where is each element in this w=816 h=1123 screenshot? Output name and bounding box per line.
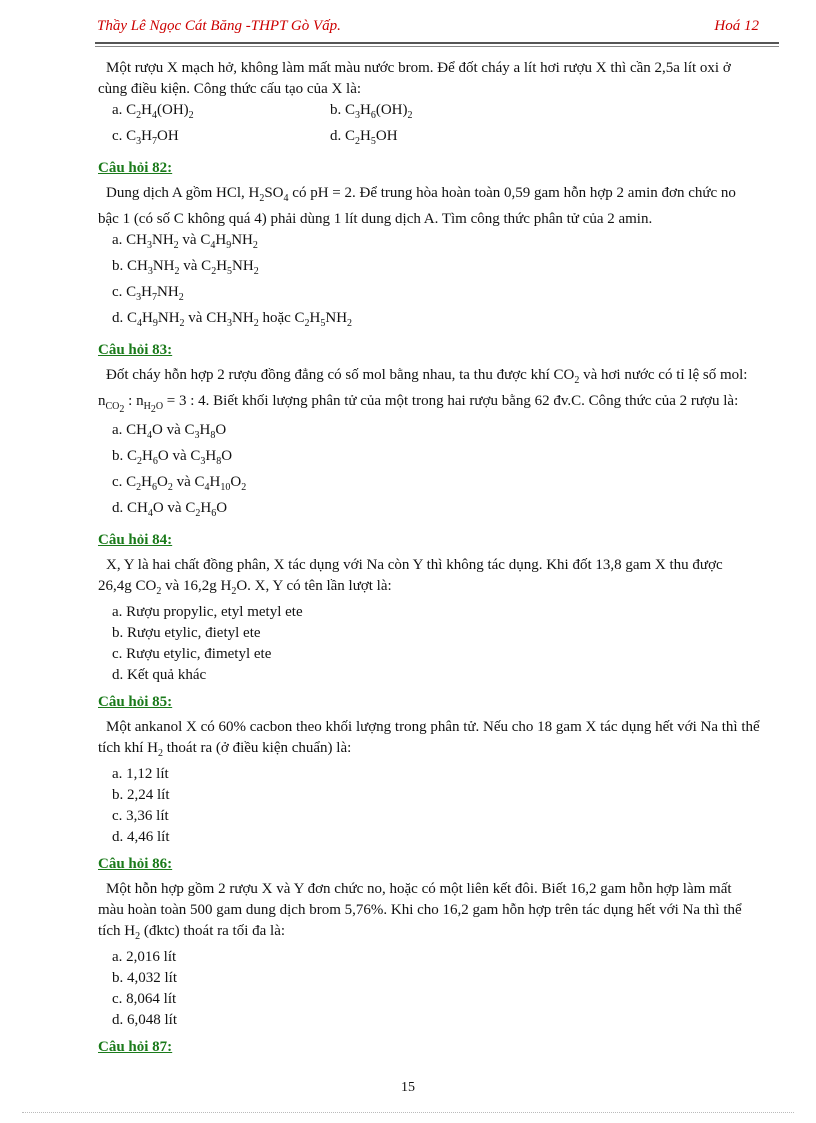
header-author: Thầy Lê Ngọc Cát Băng -THPT Gò Vấp.	[97, 18, 341, 34]
question-title: Câu hỏi 83:	[98, 342, 173, 358]
question-stem: Đốt cháy hỗn hợp 2 rượu đồng đẳng có số mol bằng nhau, ta thu được khí $CO_2$ và hơi nước có tỉ lệ số mol: $n_{CO_2}$ : $n_{H_2O} = 3$ : 4. Biết khối lượng phân tử của một trong hai rượu bằng 62 đv.C. Công thức của 2 rượu là:	[98, 367, 748, 415]
option: a. Rượu propylic, etyl metyl ete	[112, 604, 303, 620]
option: d. $C_4H_9NH_2$ và $CH_3NH_2$ hoặc $C_2H_5NH_2$	[112, 310, 353, 329]
option: c. Rượu etylic, đimetyl ete	[112, 646, 272, 662]
option: b. $CH_3NH_2$ và $C_2H_5NH_2$	[112, 258, 259, 277]
option: b. $C_3H_6(OH)_2$	[330, 102, 413, 121]
question-title: Câu hỏi 82:	[98, 160, 173, 176]
option: a. 1,12 lít	[112, 766, 169, 782]
option: a. 2,016 lít	[112, 949, 177, 965]
question-title: Câu hỏi 86:	[98, 856, 173, 872]
option: a. $CH_3NH_2$ và $C_4H_9NH_2$	[112, 232, 258, 251]
option: b. 2,24 lít	[112, 787, 170, 803]
option: d. $C_2H_5OH$	[330, 128, 398, 147]
question-title: Câu hỏi 85:	[98, 694, 173, 710]
option: b. Rượu etylic, đietyl ete	[112, 625, 261, 641]
option: b. $C_2H_6O$ và $C_3H_8O$	[112, 448, 233, 467]
page-content	[98, 58, 760, 1062]
option-row	[112, 126, 760, 152]
question-stem: Dung dịch A gồm HCl, $H_2SO_4$ có pH = 2. Để trung hòa hoàn toàn 0,59 gam hỗn hợp 2 amin đơn chức no bậc 1 (có số C không quá 4) phải dùng 1 lít dung dịch A. Tìm công thức phân tử của 2 amin.	[98, 185, 736, 227]
option: c. $C_3H_7NH_2$	[112, 284, 184, 303]
header-subject: Hoá 12	[714, 18, 759, 34]
option: d. 6,048 lít	[112, 1012, 178, 1028]
option: d. Kết quả khác	[112, 667, 207, 683]
footer-dotted-line	[22, 1112, 794, 1113]
option: c. $C_3H_7OH$	[112, 128, 179, 147]
option: d. 4,46 lít	[112, 829, 170, 845]
page-number: 15	[401, 1080, 415, 1095]
option: a. $CH_4O$ và $C_3H_8O$	[112, 422, 227, 441]
header-rule	[95, 42, 779, 44]
option: c. 8,064 lít	[112, 991, 177, 1007]
question-stem: Một hỗn hợp gồm 2 rượu X và Y đơn chức no, hoặc có một liên kết đôi. Biết 16,2 gam hỗn hợp làm mất màu hoàn toàn 500 gam dung dịch brom 5,76%. Khi cho 16,2 gam hỗn hợp trên tác dụng hết với Na thì thể tích $H_2$ (đktc) thoát ra tối đa là:	[98, 881, 742, 942]
option: c. $C_2H_6O_2$ và $C_4H_{10}O_2$	[112, 474, 247, 493]
option: c. 3,36 lít	[112, 808, 169, 824]
question-stem: Một rượu X mạch hở, không làm mất màu nước brom. Để đốt cháy a lít hơi rượu X thì cần 2,5a lít oxi ở cùng điều kiện. Công thức cấu tạo của X là:	[98, 60, 731, 97]
question-title: Câu hỏi 84:	[98, 532, 173, 548]
option: d. $CH_4O$ và $C_2H_6O$	[112, 500, 228, 519]
question-title: Câu hỏi 87:	[98, 1039, 173, 1055]
option: a. $C_2H_4(OH)_2$	[112, 102, 194, 121]
option: b. 4,032 lít	[112, 970, 178, 986]
question-stem: X, Y là hai chất đồng phân, X tác dụng với Na còn Y thì không tác dụng. Khi đốt 13,8 gam X thu được 26,4g $CO_2$ và 16,2g $H_2O$. X, Y có tên lần lượt là:	[98, 557, 723, 597]
page-header	[97, 18, 759, 40]
option-row	[112, 100, 760, 126]
header-rule-thin	[95, 46, 779, 47]
question-stem: Một ankanol X có 60% cacbon theo khối lượng trong phân tử. Nếu cho 18 gam X tác dụng hết với Na thì thể tích khí $H_2$ thoát ra (ở điều kiện chuẩn) là:	[98, 719, 760, 759]
